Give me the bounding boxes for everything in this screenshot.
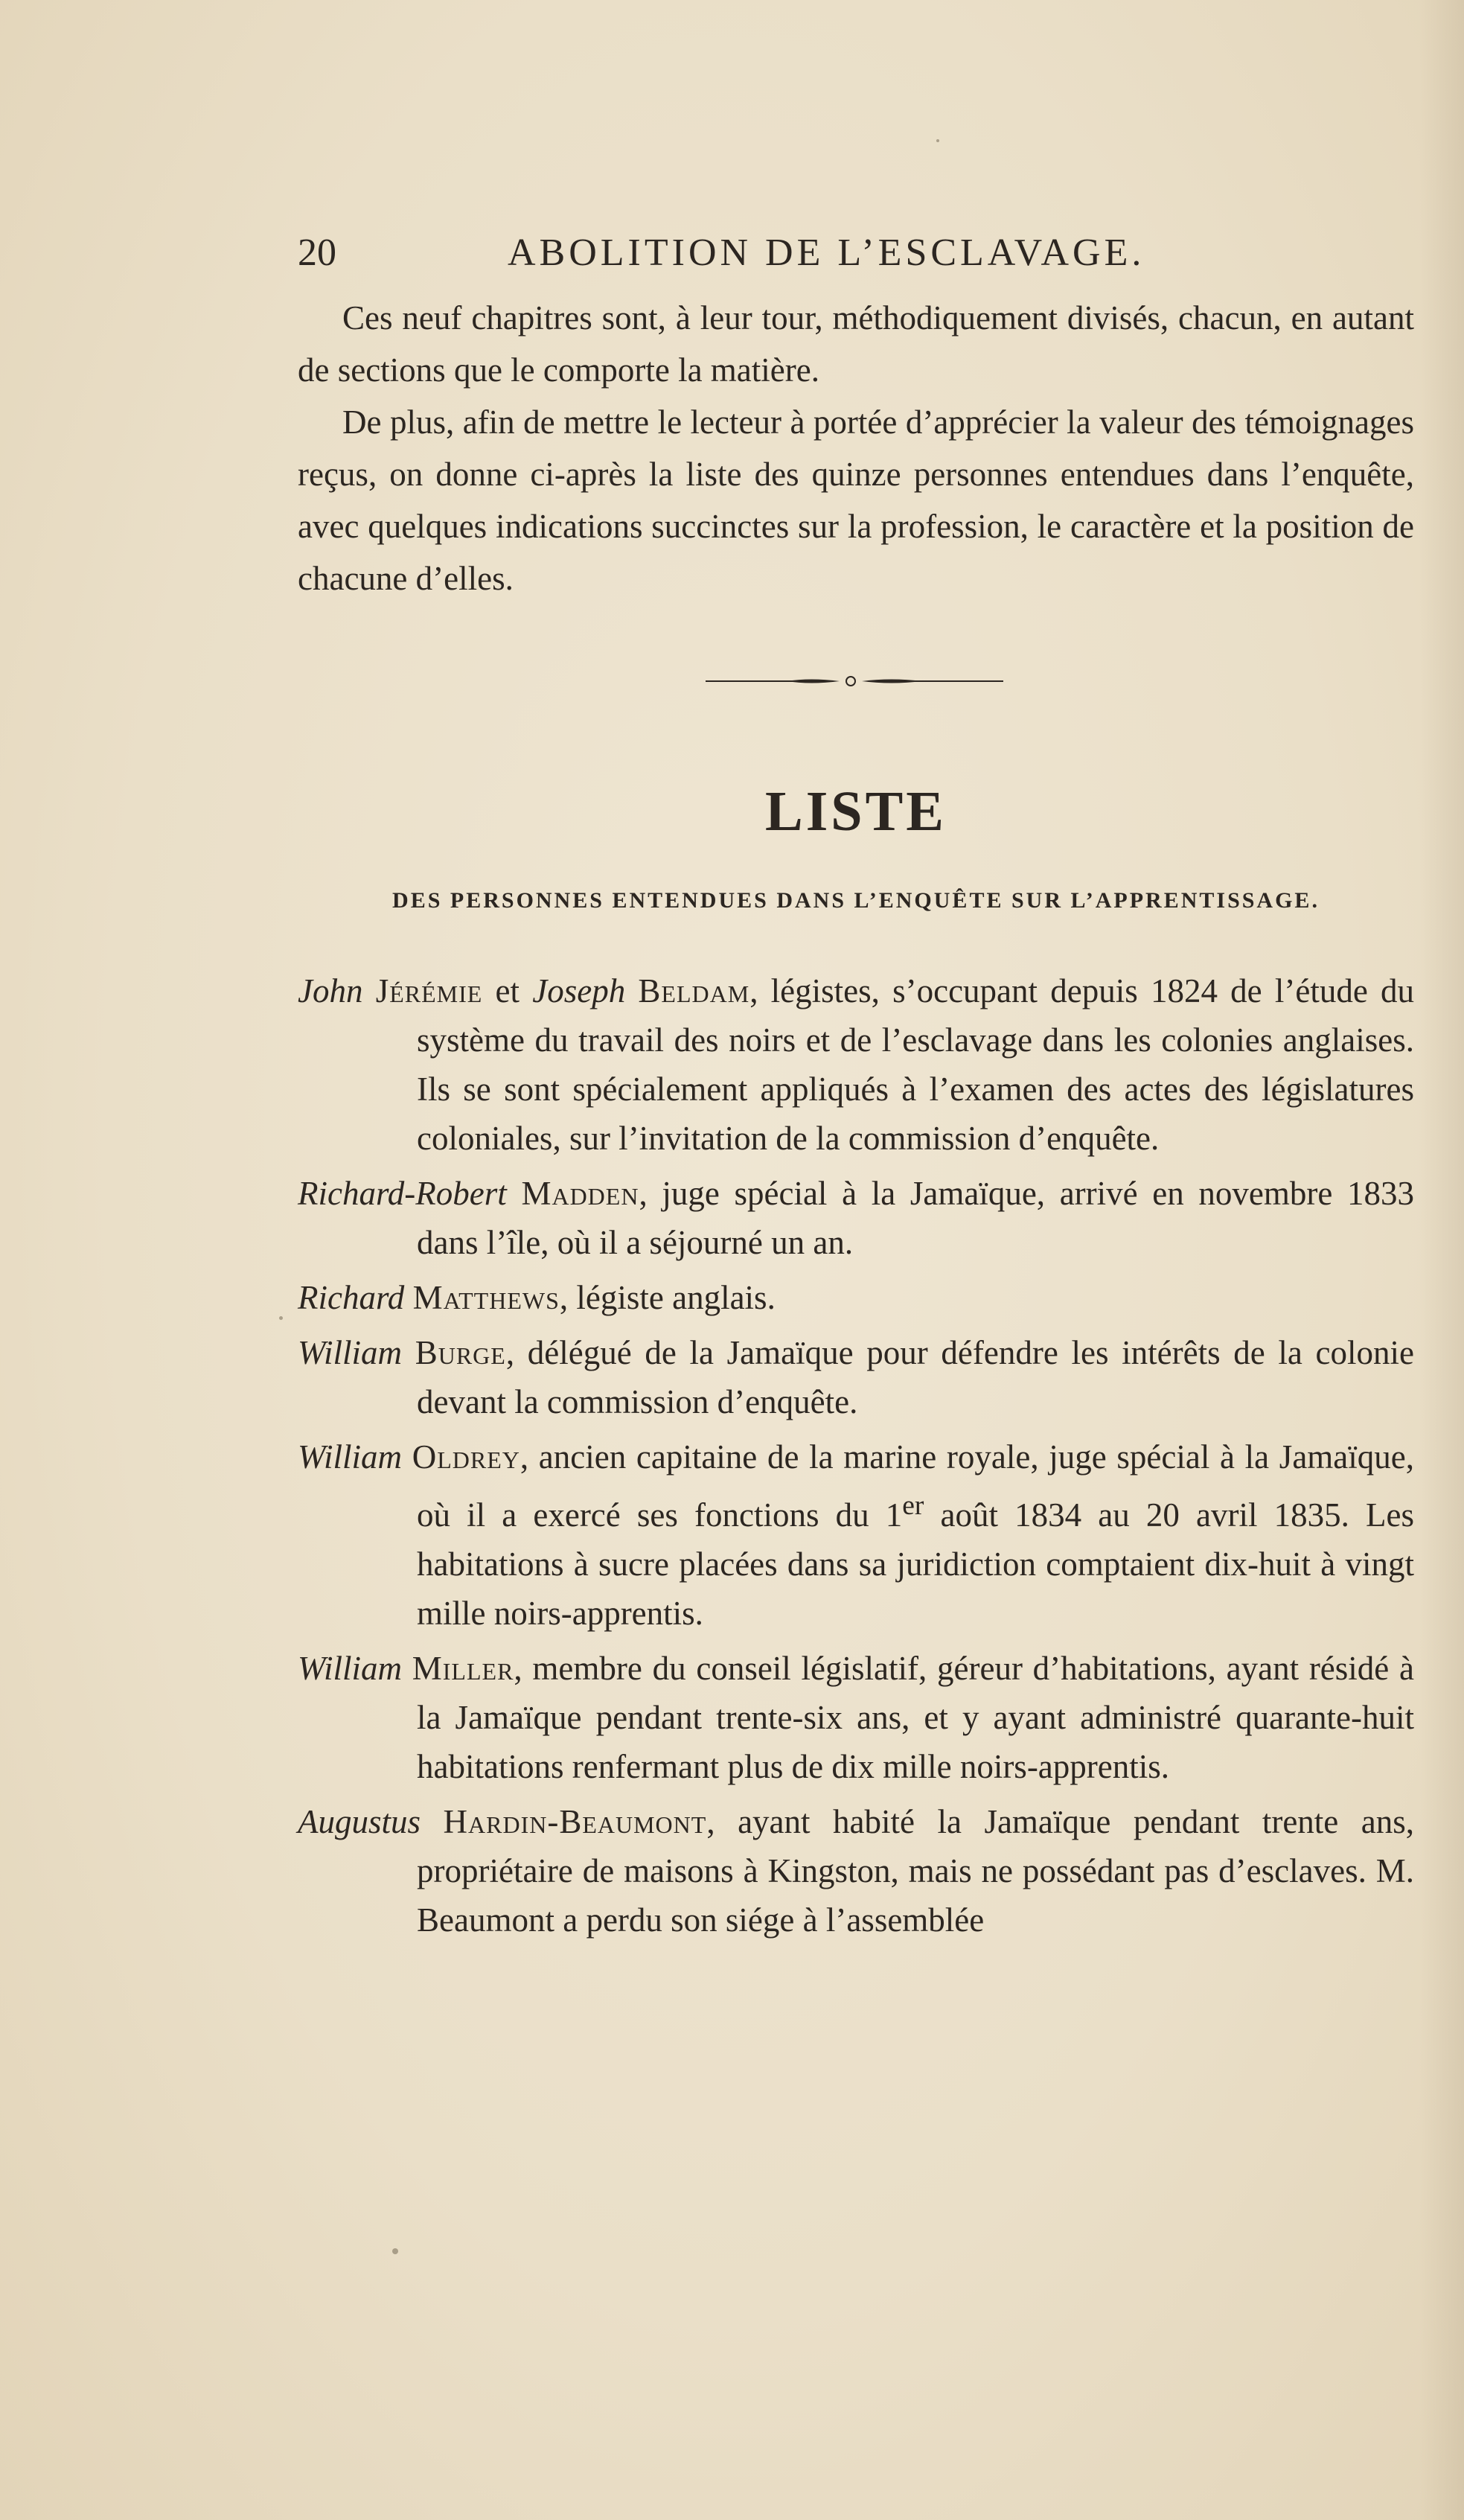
ornament-divider xyxy=(706,674,1003,689)
first-name: William xyxy=(298,1438,403,1476)
entry-text: août 1834 au 20 avril 1835. Les habitations à sucre placées dans sa juridiction comptaient dix-huit à vingt mille noirs-apprentis. xyxy=(417,1496,1414,1632)
surname: Oldrey xyxy=(412,1438,520,1476)
name-joiner: et xyxy=(482,972,533,1009)
first-name: Richard-Robert xyxy=(298,1175,507,1212)
entry-text: , juge spécial à la Jamaïque, arrivé en novembre 1833 dans l’île, où il a séjourné un an. xyxy=(417,1175,1415,1261)
entry-text: , ayant habité la Jamaïque pendant trente ans, propriétaire de maisons à Kingston, mais ne possédant pas d’esclaves. M. Beaumont a perdu son siége à l’assemblée xyxy=(417,1803,1414,1939)
first-name: Joseph xyxy=(532,972,626,1009)
list-item xyxy=(298,1432,1414,1638)
first-name: William xyxy=(298,1650,403,1687)
surname: Jérémie xyxy=(375,972,483,1009)
list-item xyxy=(298,1273,1414,1322)
list-item xyxy=(298,966,1414,1163)
list-item xyxy=(298,1797,1414,1945)
first-name: Augustus xyxy=(298,1803,421,1840)
paper-speck xyxy=(392,2248,398,2254)
entry-text: , légistes, s’occupant depuis 1824 de l’étude du système du travail des noirs et de l’esclavage dans les colonies anglaises. Ils se sont spécialement appliqués à l’examen des actes des législatures coloniales, sur l’invitation de la commission d’enquête. xyxy=(417,972,1415,1157)
surname: Burge xyxy=(415,1334,506,1371)
paper-speck xyxy=(936,139,939,142)
entry-text: , légiste anglais. xyxy=(559,1279,776,1316)
running-title: ABOLITION DE L’ESCLAVAGE. xyxy=(508,232,1145,274)
page-number: 20 xyxy=(298,232,336,274)
section-subtitle: DES PERSONNES ENTENDUES DANS L’ENQUÊTE SUR L’APPRENTISSAGE. xyxy=(392,888,1320,913)
witness-list xyxy=(298,966,1414,1950)
list-item xyxy=(298,1328,1414,1426)
surname: Matthews xyxy=(412,1279,560,1316)
entry-text: , membre du conseil législatif, géreur d’habitations, ayant résidé à la Jamaïque pendant trente-six ans, et y ayant administré quarante-huit habitations renfermant plus de dix mille noirs-apprentis. xyxy=(417,1650,1414,1785)
entry-text: , ancien capitaine de la marine royale, juge spécial à la Jamaïque, où il a exercé ses fonctions du 1 xyxy=(417,1438,1414,1534)
list-item xyxy=(298,1169,1414,1267)
running-head xyxy=(298,223,1206,283)
section-title: LISTE xyxy=(765,780,947,843)
first-name: Richard xyxy=(298,1279,405,1316)
first-name: William xyxy=(298,1334,403,1371)
surname: Madden xyxy=(521,1175,639,1212)
entry-text: , délégué de la Jamaïque pour défendre les intérêts de la colonie devant la commission d’enquête. xyxy=(417,1334,1415,1420)
list-item xyxy=(298,1644,1414,1791)
paper-speck xyxy=(279,1316,283,1320)
intro-paragraph-1: Ces neuf chapitres sont, à leur tour, méthodiquement divisés, chacun, en autant de sections que le comporte la matière. xyxy=(298,299,1414,389)
intro-paragraph-2: De plus, afin de mettre le lecteur à portée d’apprécier la valeur des témoignages reçus, on donne ci-après la liste des quinze personnes entendues dans l’enquête, avec quelques indications succinctes sur la profession, le caractère et la position de chacune d’elles. xyxy=(298,403,1414,597)
intro-text xyxy=(298,292,1414,605)
page-edge-shadow xyxy=(1419,0,1464,2520)
surname: Miller xyxy=(412,1650,514,1687)
surname: Beldam xyxy=(638,972,750,1009)
surname: Hardin-Beaumont xyxy=(443,1803,707,1840)
ordinal-superscript: er xyxy=(902,1490,924,1521)
first-name: John xyxy=(298,972,363,1009)
